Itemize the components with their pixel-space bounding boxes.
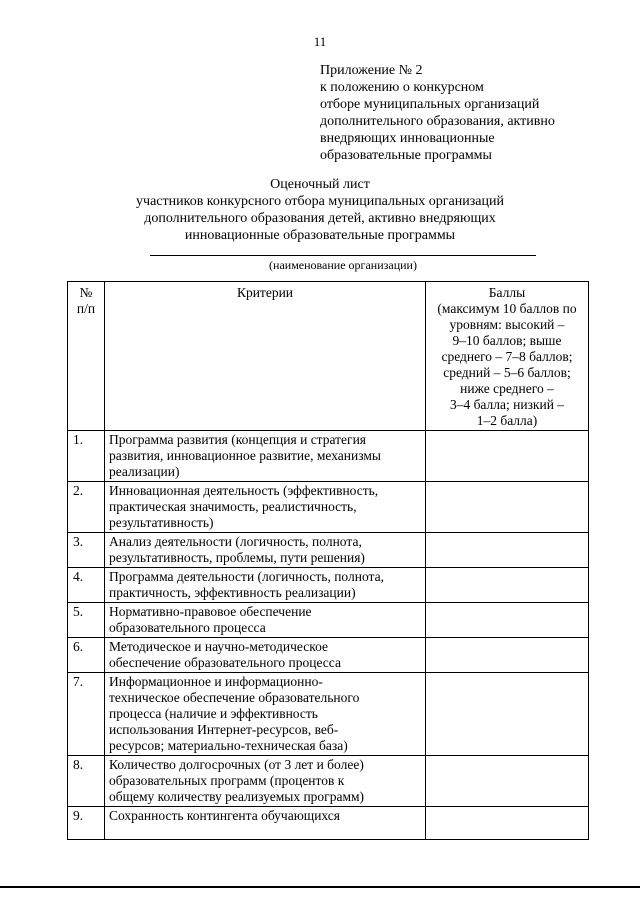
header-score-line: 3–4 балла; низкий –: [449, 397, 565, 412]
score-cell[interactable]: [426, 482, 589, 533]
criterion-line: развития, инновационное развитие, механизмы: [109, 448, 381, 463]
header-num: [68, 282, 105, 431]
header-criteria: Критерии: [105, 282, 426, 431]
header-num-line: п/п: [76, 301, 96, 316]
criterion-line: реализации): [109, 464, 180, 479]
table-row: [68, 756, 589, 807]
table-row: [68, 673, 589, 756]
criterion-line: Количество долгосрочных (от 3 лет и более): [109, 757, 364, 772]
header-score-line: уровням: высокий –: [449, 317, 565, 332]
criterion-line: Программа развития (концепция и стратегия: [109, 432, 367, 447]
footer-divider: [0, 886, 640, 888]
score-cell[interactable]: [426, 431, 589, 482]
appendix-line: к положению о конкурсном: [320, 80, 484, 95]
criterion-line: результативность, проблемы, пути решения): [109, 550, 365, 565]
criterion-line: Сохранность контингента обучающихся: [109, 808, 340, 823]
criterion-line: практичность, эффективность реализации): [109, 585, 356, 600]
title-line: инновационные образовательные программы: [184, 228, 456, 243]
table-row: [68, 638, 589, 673]
score-cell[interactable]: [426, 533, 589, 568]
criterion-cell: [105, 568, 426, 603]
row-number: 8.: [68, 756, 105, 807]
row-number: 5.: [68, 603, 105, 638]
row-number: 7.: [68, 673, 105, 756]
appendix-line: дополнительного образования, активно: [320, 114, 555, 129]
score-cell[interactable]: [426, 603, 589, 638]
appendix-block: [320, 62, 620, 164]
criterion-cell: [105, 603, 426, 638]
score-cell[interactable]: [426, 756, 589, 807]
row-number: 2.: [68, 482, 105, 533]
title-line: дополнительного образования детей, активно внедряющих: [144, 211, 496, 226]
score-cell[interactable]: [426, 568, 589, 603]
document-title: [0, 176, 640, 244]
header-score-line: среднего – 7–8 баллов;: [441, 349, 573, 364]
criterion-line: результативность): [109, 515, 214, 530]
header-score-line: Баллы: [488, 285, 526, 300]
row-number: 6.: [68, 638, 105, 673]
table-row: [68, 431, 589, 482]
criterion-line: использования Интернет-ресурсов, веб-: [109, 722, 339, 737]
header-score-line: 9–10 баллов; выше: [452, 333, 562, 348]
table-row: [68, 807, 589, 840]
row-number: 9.: [68, 807, 105, 840]
score-cell[interactable]: [426, 807, 589, 840]
criterion-cell: [105, 638, 426, 673]
criterion-cell: [105, 807, 426, 840]
row-number: 3.: [68, 533, 105, 568]
criterion-line: Методическое и научно-методическое: [109, 639, 328, 654]
score-cell[interactable]: [426, 638, 589, 673]
appendix-line: Приложение № 2: [320, 63, 423, 78]
criterion-line: Инновационная деятельность (эффективность,: [109, 483, 379, 498]
criterion-cell: [105, 482, 426, 533]
appendix-line: внедряющих инновационные: [320, 131, 495, 146]
page-number: 11: [313, 34, 327, 49]
title-heading: Оценочный лист: [270, 177, 370, 192]
criterion-line: процесса (наличие и эффективность: [109, 706, 318, 721]
org-name-caption: (наименование организации): [269, 258, 417, 272]
header-score-line: (максимум 10 баллов по: [437, 301, 577, 316]
criterion-line: общему количеству реализуемых программ): [109, 789, 365, 804]
criterion-cell: [105, 533, 426, 568]
evaluation-table: [67, 281, 589, 840]
criterion-line: Нормативно-правовое обеспечение: [109, 604, 312, 619]
table-row: [68, 533, 589, 568]
appendix-line: образовательные программы: [320, 148, 492, 163]
criterion-cell: [105, 756, 426, 807]
criterion-cell: [105, 673, 426, 756]
table-row: [68, 568, 589, 603]
criterion-line: обеспечение образовательного процесса: [109, 655, 341, 670]
title-line: участников конкурсного отбора муниципальных организаций: [136, 194, 504, 209]
criterion-line: практическая значимость, реалистичность,: [109, 499, 357, 514]
header-score-line: 1–2 балла): [476, 413, 538, 428]
criterion-line: Анализ деятельности (логичность, полнота,: [109, 534, 362, 549]
row-number: 4.: [68, 568, 105, 603]
score-cell[interactable]: [426, 673, 589, 756]
header-num-line: №: [79, 285, 93, 300]
table-row: [68, 603, 589, 638]
row-number: 1.: [68, 431, 105, 482]
criterion-line: ресурсов; материально-техническая база): [109, 738, 348, 753]
org-name-line[interactable]: [150, 255, 536, 256]
criterion-line: образовательного процесса: [109, 620, 266, 635]
criterion-line: Информационное и информационно-: [109, 674, 323, 689]
header-score-line: средний – 5–6 баллов;: [443, 365, 571, 380]
header-score: [426, 282, 589, 431]
table-row: [68, 482, 589, 533]
header-score-line: ниже среднего –: [460, 381, 554, 396]
appendix-line: отборе муниципальных организаций: [320, 97, 540, 112]
criterion-line: образовательных программ (процентов к: [109, 773, 345, 788]
criterion-line: Программа деятельности (логичность, полнота,: [109, 569, 384, 584]
criterion-line: техническое обеспечение образовательного: [109, 690, 360, 705]
table-header-row: [68, 282, 589, 431]
criterion-cell: [105, 431, 426, 482]
